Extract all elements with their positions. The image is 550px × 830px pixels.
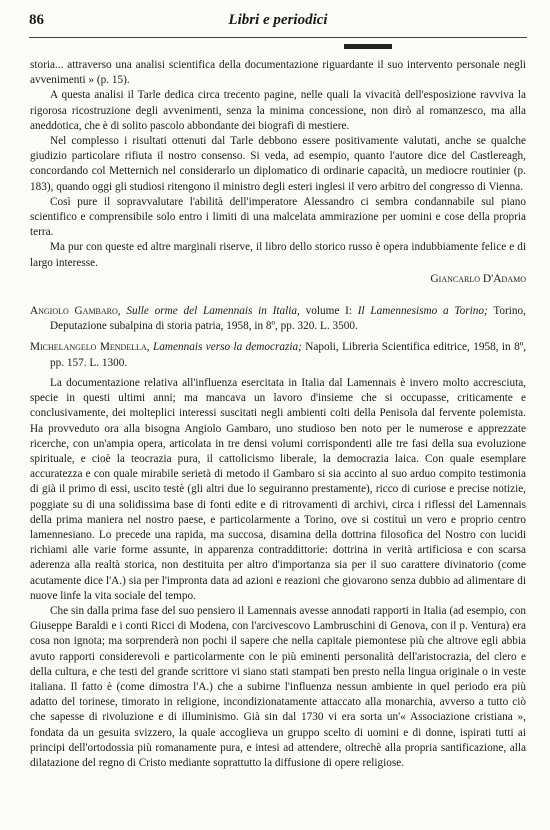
bibliography [30, 304, 526, 371]
reviewer-signature: Giancarlo D'Adamo [430, 272, 526, 285]
review-body [30, 376, 526, 771]
review-paragraph: storia... attraverso una analisi scientifica della documentazione riguardante il suo intervento personale negli avvenimenti » (p. 15). [30, 59, 526, 87]
bib-entry [30, 304, 526, 334]
bib-title: Sulle orme del Lamennais in Italia, [126, 305, 300, 317]
review-paragraph: Che sin dalla prima fase del suo pensiero il Lamennais avesse annodati rapporti in Italia (ad esempio, con Giuseppe Baraldi e i conti Ricci di Modena, con l'arcivescovo Lambruschini di Genova, con il p. Ventura) era cosa non ignota; ma sorprenderà non pochi il sapere che nella capitale piemontese più che altrove egli abbia avuto rapporti considerevoli e particolarmente con le più eminenti personalità dell'aristocrazia, del clero e della cultura, e che testi del grande scrittore vi siano stati stampati ben presto nella lingua originale o in veste italiana. Il fatto è (come dimostra l'A.) che a subirne l'influenza nessun ambiente in quel periodo era più adatto del torinese, timorato in religione, incondizionatamente attaccato alla monarchia, avverso a tutto ciò che sapesse di rivoluzione e di illuminismo. Già sin dal 1730 vi era sorta un'« Associazione cristiana », fondata da un gesuita svizzero, la quale accoglieva un gruppo scelto di uomini e di donne, ispirati tutti ai principi dell'ortodossia più romanamente pura, e intesi ad attendere, oltrechè alla propria santificazione, alla dilatazione del regno di Cristo mediante soprattutto la diffusione di opere religiose. [30, 605, 526, 770]
review-continued [30, 58, 526, 287]
page-number: 86 [29, 12, 44, 28]
bib-volume: volume I: [299, 305, 358, 317]
running-title: Libri e periodici [228, 12, 328, 28]
bib-author: Michelangelo Mendella, [30, 341, 150, 354]
ink-mark [344, 44, 392, 49]
bib-entry [30, 340, 526, 370]
bib-publication: Torino, Deputazione subalpina di storia patria, 1958, in 8º, pp. 320. L. 3500. [50, 305, 526, 333]
review-paragraph: La documentazione relativa all'influenza esercitata in Italia dal Lamennais è invero molto accresciuta, specie in questi ultimi anni; ma mancava un lavoro d'insieme che si occupasse, criticamente e conclusivamente, dei molteplici interessi suscitati negli ambienti colti della Penisola dal fervente polemista. Ha provveduto ora alla bisogna Angiolo Gambaro, uno studioso ben noto per le numerose e apprezzate ricerche, con un'ampia opera, articolata in tre densi volumi corrispondenti alle tre fasi della sua evoluzione spirituale, e cioè la teocrazia pura, il cattolicismo liberale, la democrazia laica. Con quale esemplare accuratezza e con quale mirabile serietà di metodo il Gambaro si sia accinto al suo arduo compito testimonia di già il primo di essi, uscito testè (gli altri due lo seguiranno prestamente), ricco di curiose e precise notizie, poggiate su di una solidissima base di fonti edite e di ritrovamenti di archivi, circa i riflessi del Lamennais della prima maniera nel nostro paese, e particolarmente a Torino, ove si costituì un vero e proprio centro lamennesiano. Lo precede una rapida, ma succosa, disamina della dottrina filosofica del Nostro con lucidi richiami alle varie forme assunte, in apparenza contraddittorie: dottrina in verità artificiosa e con scarsa aderenza alla realtà storica, non destituita per altro d'importanza sia per il suo carattere divinatorio (come acutamente dice l'A.) sia per l'impronta data ad azioni e reazioni che giovarono senza dubbio ad alimentare di nuove linfe la vita sociale del tempo. [30, 377, 526, 602]
bib-author: Angiolo Gambaro, [30, 305, 121, 317]
review-paragraph: Nel complesso i risultati ottenuti dal Tarle debbono essere positivamente valutati, anche se qualche giudizio particolare rifiuta il nostro consenso. Si veda, ad esempio, quanto l'autore dice del Castlereagh, concordando col Metternich nel considerarlo un diplomatico di ordinarie capacità, un mediocre routinier (p. 183), quando oggi gli studiosi ritengono il ministro degli esteri inglesi il vero arbitro del congresso di Vienna. [30, 135, 526, 193]
bib-title: Lamennais verso la democrazia; [152, 341, 302, 354]
review-paragraph: Ma pur con queste ed altre marginali riserve, il libro dello storico russo è opera indubbiamente felice e di largo interesse. [30, 241, 526, 269]
bib-subtitle: Il Lamennesismo a Torino; [357, 305, 488, 317]
review-paragraph: Così pure il sopravvalutare l'abilità dell'imperatore Alessandro ci sembra condannabile sul piano scientifico e comprensibile solo entro i limiti di una malcelata ammirazione per uomini e cose della propria terra. [30, 195, 526, 239]
bib-publication: Napoli, Libreria Scientifica editrice, 1958, in 8º, pp. 157. L. 1300. [50, 341, 527, 369]
review-paragraph: A questa analisi il Tarle dedica circa trecento pagine, nelle quali la vivacità dell'esposizione ravviva la rigorosa ricostruzione degli avvenimenti, senza la minima concessione, non dirò al romanzesco, ma alla aneddotica, che è di solito pascolo abbondante dei biografi di mestiere. [30, 89, 526, 132]
header-rule [29, 37, 527, 38]
